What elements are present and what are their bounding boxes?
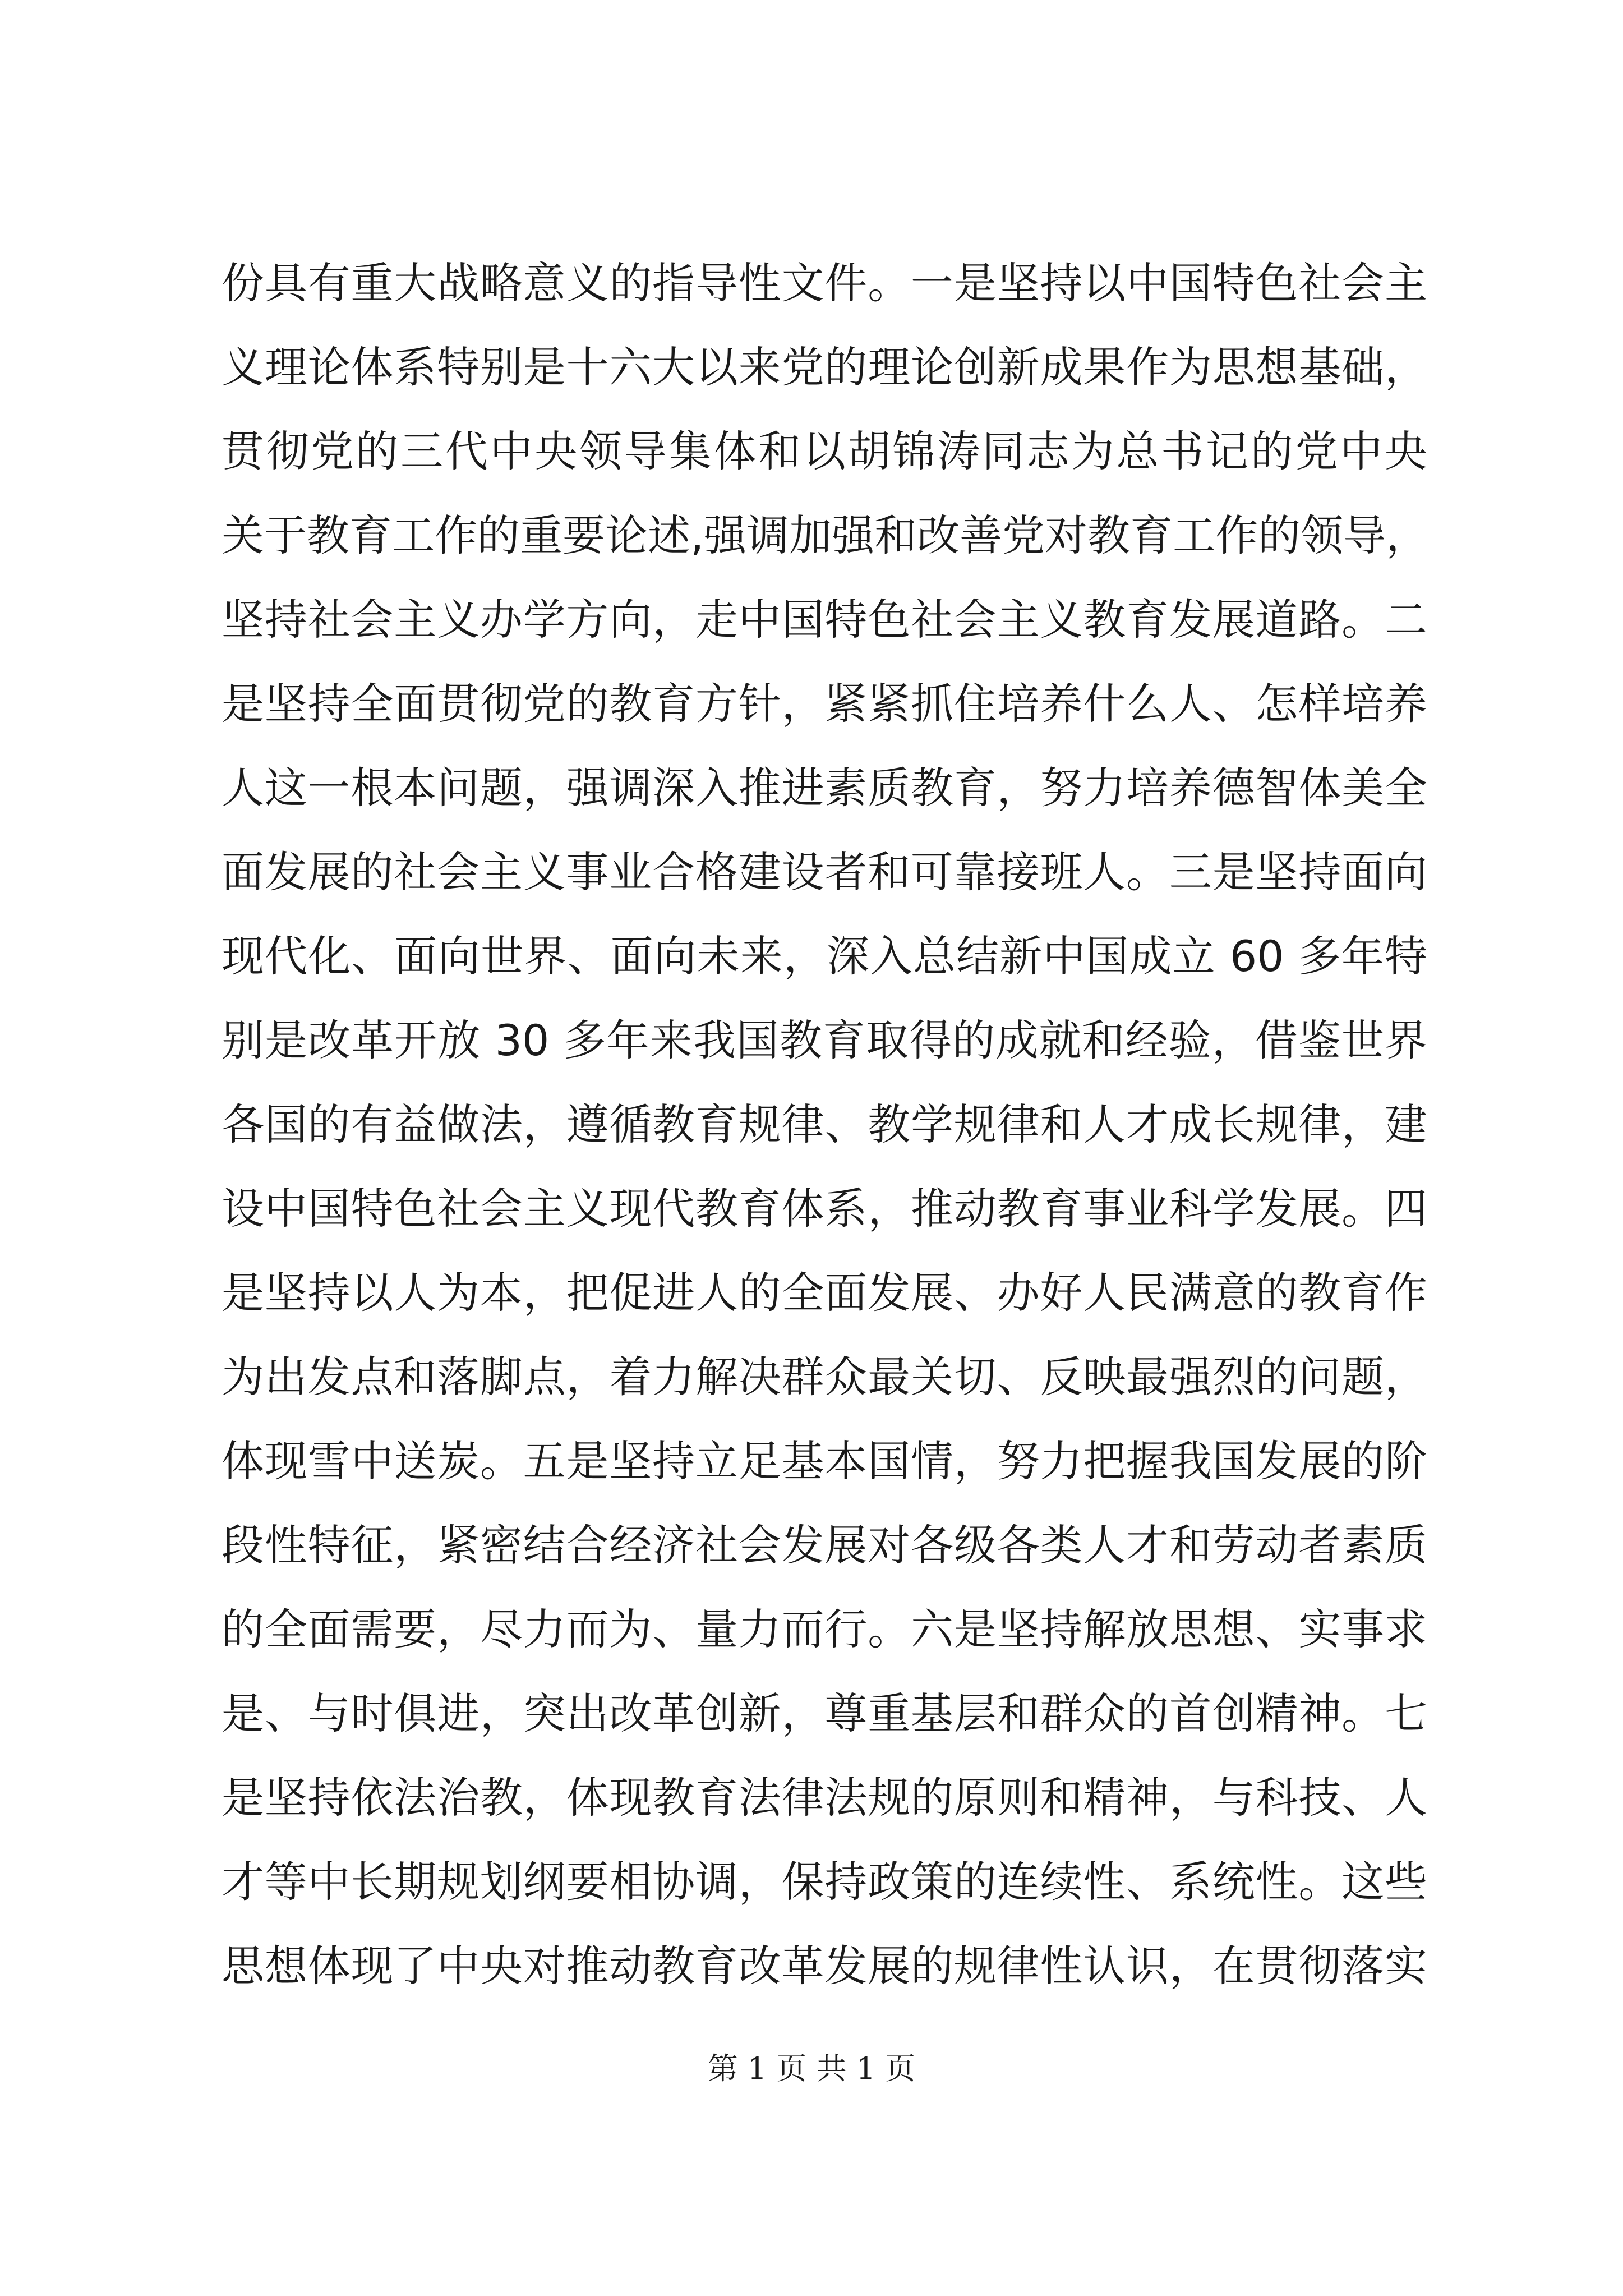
text-line-18: 是、与时俱进，突出改革创新，尊重基层和群众的首创精神。七 [222,1688,1427,1738]
text-line-6: 是坚持全面贯彻党的教育方针，紧紧抓住培养什么人、怎样培养 [222,679,1427,729]
text-line-16: 段性特征，紧密结合经济社会发展对各级各类人才和劳动者素质 [222,1520,1427,1570]
text-line-1: 份具有重大战略意义的指导性文件。一是坚持以中国特色社会主 [222,258,1427,308]
text-line-13: 是坚持以人为本，把促进人的全面发展、办好人民满意的教育作 [222,1268,1427,1318]
text-line-9: 现代化、面向世界、面向未来，深入总结新中国成立 60 多年特 [222,931,1427,981]
text-line-20: 才等中长期规划纲要相协调，保持政策的连续性、系统性。这些 [222,1857,1427,1907]
page-number-label: 第 1 页 共 1 页 [707,2051,916,2086]
text-line-3: 贯彻党的三代中央领导集体和以胡锦涛同志为总书记的党中央 [222,426,1427,476]
text-line-4: 关于教育工作的重要论述,强调加强和改善党对教育工作的领导， [222,510,1429,560]
text-line-11: 各国的有益做法，遵循教育规律、教学规律和人才成长规律，建 [222,1099,1427,1149]
text-line-8: 面发展的社会主义事业合格建设者和可靠接班人。三是坚持面向 [222,847,1427,897]
text-line-17: 的全面需要，尽力而为、量力而行。六是坚持解放思想、实事求 [222,1604,1427,1654]
text-line-12: 设中国特色社会主义现代教育体系，推动教育事业科学发展。四 [222,1184,1427,1234]
text-line-7: 人这一根本问题，强调深入推进素质教育，努力培养德智体美全 [222,763,1427,813]
text-line-14: 为出发点和落脚点，着力解决群众最关切、反映最强烈的问题， [222,1352,1427,1402]
text-line-10: 别是改革开放 30 多年来我国教育取得的成就和经验，借鉴世界 [222,1015,1427,1065]
body-text [222,241,1427,2008]
text-line-15: 体现雪中送炭。五是坚持立足基本国情，努力把握我国发展的阶 [222,1436,1427,1486]
text-line-19: 是坚持依法治教，体现教育法律法规的原则和精神，与科技、人 [222,1773,1427,1823]
text-line-5: 坚持社会主义办学方向，走中国特色社会主义教育发展道路。二 [222,595,1427,645]
text-line-21: 思想体现了中央对推动教育改革发展的规律性认识，在贯彻落实 [222,1941,1427,1991]
text-line-2: 义理论体系特别是十六大以来党的理论创新成果作为思想基础， [222,342,1427,392]
page-footer [0,2046,1623,2091]
